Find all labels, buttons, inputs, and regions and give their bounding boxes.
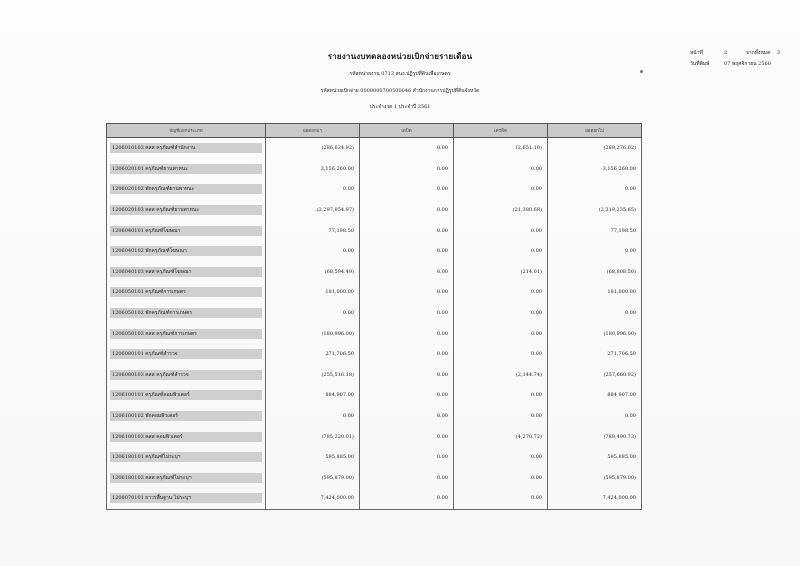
credit-value: 0.00: [530, 495, 542, 502]
carried-forward-cell: [548, 385, 642, 406]
account-cell: [107, 426, 266, 447]
account-label: [110, 390, 262, 400]
col-carried-forward: ยอดยกไป: [548, 124, 642, 138]
table-row: [107, 426, 642, 447]
carried-forward-value: 0.00: [624, 186, 636, 193]
debit-cell: [360, 406, 454, 427]
col-account: บัญชีแยกประเภท: [107, 124, 266, 138]
account-label: [110, 329, 262, 339]
debit-cell: [360, 447, 454, 468]
carried-forward-cell: [548, 138, 642, 159]
brought-forward-cell: [266, 447, 360, 468]
table-row: [107, 138, 642, 159]
account-label: [110, 143, 262, 153]
account-label: [110, 267, 262, 277]
debit-cell: [360, 241, 454, 262]
carried-forward-value: 7,424,000.00: [602, 495, 636, 502]
debit-cell: [360, 303, 454, 324]
credit-cell: [454, 303, 548, 324]
carried-forward-value: 3,156,260.00: [602, 165, 636, 172]
trial-balance-table: [106, 123, 642, 510]
total-pages: 3: [776, 50, 780, 56]
account-cell: [107, 241, 266, 262]
account-name: ครุภัณฑ์ยานพาหนะ: [145, 165, 188, 172]
brought-forward-value: 0.00: [342, 186, 354, 193]
credit-cell: [454, 365, 548, 386]
page-label: หน้าที่: [690, 50, 703, 56]
debit-cell: [360, 365, 454, 386]
brought-forward-cell: [266, 323, 360, 344]
carried-forward-value: 595,885.00: [607, 454, 636, 461]
account-cell: [107, 365, 266, 386]
account-label: [110, 432, 262, 442]
account-label: [110, 287, 262, 297]
debit-value: 0.00: [436, 351, 448, 358]
credit-value: 0.00: [530, 289, 542, 296]
debit-cell: [360, 323, 454, 344]
credit-value: 0.00: [530, 351, 542, 358]
brought-forward-value: (255,516.18): [321, 371, 354, 378]
brought-forward-value: (180,996.00): [321, 330, 354, 337]
carried-forward-cell: [548, 220, 642, 241]
debit-value: 0.00: [436, 268, 448, 275]
carried-forward-value: (595,879.00): [603, 474, 636, 481]
credit-value: 0.00: [530, 330, 542, 337]
brought-forward-cell: [266, 200, 360, 221]
account-code: 1206040101: [112, 227, 144, 234]
account-cell: [107, 303, 266, 324]
credit-value: 0.00: [530, 454, 542, 461]
table-header-row: [107, 124, 642, 138]
brought-forward-cell: [266, 406, 360, 427]
account-label: [110, 308, 262, 318]
carried-forward-value: 271,706.50: [607, 351, 636, 358]
credit-value: 0.00: [530, 474, 542, 481]
carried-forward-cell: [548, 344, 642, 365]
account-code: 1206100101: [112, 392, 144, 399]
brought-forward-cell: [266, 241, 360, 262]
brought-forward-cell: [266, 138, 360, 159]
table-row: [107, 282, 642, 303]
brought-forward-value: 0.00: [342, 310, 354, 317]
account-code: 1206040102: [112, 248, 144, 255]
account-name: พักครุภัณฑ์ยานพาหนะ: [145, 186, 195, 193]
debit-cell: [360, 282, 454, 303]
credit-value: 0.00: [530, 392, 542, 399]
carried-forward-cell: [548, 468, 642, 489]
account-label: [110, 184, 262, 194]
account-name: ถาวรพื้นฐาน ไม่ระบุฯ: [145, 495, 191, 502]
credit-cell: [454, 282, 548, 303]
debit-value: 0.00: [436, 454, 448, 461]
carried-forward-cell: [548, 159, 642, 180]
account-code: 1206010103: [112, 145, 144, 152]
credit-cell: [454, 200, 548, 221]
report-title: รายงานงบทดลองหน่วยเบิกจ่ายรายเดือน: [327, 51, 473, 61]
page-number: 2: [724, 50, 728, 56]
table-row: [107, 200, 642, 221]
carried-forward-value: (257,660.92): [603, 371, 636, 378]
account-code: 1206050103: [112, 330, 144, 337]
account-name: ครุภัณฑ์โฆษณา: [145, 227, 181, 234]
table-row: [107, 365, 642, 386]
credit-value: 0.00: [530, 248, 542, 255]
account-cell: [107, 323, 266, 344]
brought-forward-cell: [266, 282, 360, 303]
credit-value: (21,380.68): [512, 207, 542, 214]
brought-forward-value: 3,156,260.00: [320, 165, 354, 172]
debit-value: 0.00: [436, 207, 448, 214]
brought-forward-value: 595,885.00: [325, 454, 354, 461]
table-row: [107, 159, 642, 180]
debit-cell: [360, 385, 454, 406]
brought-forward-cell: [266, 385, 360, 406]
col-credit: เครดิต: [454, 124, 548, 138]
account-label: [110, 205, 262, 215]
unit-line: รหัสหน่วยเบิกจ่าย 0000000700500046 สำนักงานการปฏิรูปที่ดินจังหวัด: [320, 88, 480, 94]
account-cell: [107, 138, 266, 159]
debit-value: 0.00: [436, 310, 448, 317]
debit-cell: [360, 220, 454, 241]
brought-forward-value: 181,000.00: [325, 289, 354, 296]
account-label: [110, 452, 262, 462]
carried-forward-cell: [548, 488, 642, 509]
account-cell: [107, 179, 266, 200]
table-row: [107, 262, 642, 283]
brought-forward-value: (68,594.49): [324, 268, 354, 275]
account-cell: [107, 220, 266, 241]
debit-value: 0.00: [436, 330, 448, 337]
carried-forward-cell: [548, 447, 642, 468]
credit-cell: [454, 468, 548, 489]
account-label: [110, 164, 262, 174]
brought-forward-cell: [266, 426, 360, 447]
page-meta: [690, 48, 780, 70]
account-name: คสส ครุภัณฑ์ไม่ระบุฯ: [145, 474, 192, 481]
account-name: คสส ครุภัณฑ์การเกษตร: [145, 330, 197, 337]
carried-forward-cell: [548, 426, 642, 447]
scan-speck: [640, 70, 643, 73]
account-cell: [107, 447, 266, 468]
carried-forward-value: (2,319,235.65): [598, 207, 636, 214]
debit-value: 0.00: [436, 289, 448, 296]
account-label: [110, 493, 262, 503]
carried-forward-value: 0.00: [624, 310, 636, 317]
account-code: 1206180101: [112, 454, 144, 461]
brought-forward-value: (595,879.00): [321, 474, 354, 481]
credit-value: 0.00: [530, 413, 542, 420]
account-label: [110, 370, 262, 380]
account-code: 1206180103: [112, 474, 144, 481]
account-code: 1206020102: [112, 186, 144, 193]
table-row: [107, 406, 642, 427]
carried-forward-cell: [548, 323, 642, 344]
account-cell: [107, 385, 266, 406]
debit-cell: [360, 179, 454, 200]
debit-cell: [360, 426, 454, 447]
brought-forward-cell: [266, 488, 360, 509]
brought-forward-value: 7,424,000.00: [320, 495, 354, 502]
account-label: [110, 411, 262, 421]
debit-value: 0.00: [436, 474, 448, 481]
agency-line: รหัสหน่วยงาน 0713 สนง.ปฏิรูปที่ดินเพื่อเกษตร: [349, 71, 451, 77]
credit-value: 0.00: [530, 165, 542, 172]
brought-forward-cell: [266, 179, 360, 200]
account-name: คสส คอมพิวเตอร์: [145, 433, 183, 440]
debit-value: 0.00: [436, 392, 448, 399]
debit-cell: [360, 138, 454, 159]
account-code: 1206050101: [112, 289, 144, 296]
credit-cell: [454, 159, 548, 180]
report-header: [250, 50, 550, 111]
brought-forward-cell: [266, 303, 360, 324]
account-label: [110, 246, 262, 256]
debit-cell: [360, 200, 454, 221]
table-row: [107, 241, 642, 262]
account-code: 1206100103: [112, 433, 144, 440]
carried-forward-value: (180,996.00): [603, 330, 636, 337]
debit-value: 0.00: [436, 413, 448, 420]
credit-cell: [454, 138, 548, 159]
credit-value: (4,270.72): [515, 433, 542, 440]
account-name: พักครุภัณฑ์โฆษณา: [145, 248, 187, 255]
debit-cell: [360, 468, 454, 489]
account-cell: [107, 344, 266, 365]
credit-value: 0.00: [530, 186, 542, 193]
carried-forward-value: 0.00: [624, 413, 636, 420]
account-name: คสส ครุภัณฑ์โฆษณา: [145, 268, 192, 275]
carried-forward-cell: [548, 262, 642, 283]
account-name: คสส ครุภัณฑ์ยานพาหนะ: [145, 207, 199, 214]
debit-value: 0.00: [436, 433, 448, 440]
carried-forward-cell: [548, 365, 642, 386]
debit-value: 0.00: [436, 145, 448, 152]
carried-forward-cell: [548, 282, 642, 303]
col-debit: เดบิต: [360, 124, 454, 138]
debit-value: 0.00: [436, 165, 448, 172]
carried-forward-cell: [548, 200, 642, 221]
account-name: คสส ครุภัณฑ์สำนักงาน: [145, 145, 196, 152]
print-date: 07 พฤศจิกายน 2560: [724, 61, 771, 67]
debit-cell: [360, 159, 454, 180]
brought-forward-cell: [266, 468, 360, 489]
brought-forward-value: (286,624.92): [321, 145, 354, 152]
brought-forward-value: (2,297,854.97): [316, 207, 354, 214]
account-cell: [107, 200, 266, 221]
credit-value: (2,144.74): [515, 371, 542, 378]
table-row: [107, 179, 642, 200]
account-code: 1206020103: [112, 207, 144, 214]
account-name: ครุภัณฑ์สำรวจ: [145, 351, 178, 358]
account-code: 1206040103: [112, 268, 144, 275]
credit-cell: [454, 262, 548, 283]
table-row: [107, 344, 642, 365]
debit-value: 0.00: [436, 371, 448, 378]
account-cell: [107, 488, 266, 509]
carried-forward-cell: [548, 406, 642, 427]
carried-forward-value: (789,490.73): [603, 433, 636, 440]
carried-forward-cell: [548, 303, 642, 324]
account-code: 1206050102: [112, 310, 144, 317]
debit-value: 0.00: [436, 248, 448, 255]
carried-forward-value: 0.00: [624, 248, 636, 255]
account-name: ครุภัณฑ์คอมพิวเตอร์: [145, 392, 190, 399]
credit-cell: [454, 447, 548, 468]
credit-cell: [454, 323, 548, 344]
period-line: ประจำงวด 1 ประจำปี 2561: [369, 104, 431, 110]
brought-forward-value: 0.00: [342, 413, 354, 420]
account-code: 1206100102: [112, 413, 144, 420]
total-label: จากทั้งหมด: [746, 50, 771, 56]
brought-forward-cell: [266, 365, 360, 386]
account-label: [110, 349, 262, 359]
carried-forward-value: 181,000.00: [607, 289, 636, 296]
account-label: [110, 226, 262, 236]
credit-value: 0.00: [530, 227, 542, 234]
debit-cell: [360, 344, 454, 365]
carried-forward-value: (68,808.50): [606, 268, 636, 275]
carried-forward-value: (289,276.02): [603, 145, 636, 152]
credit-value: (214.01): [520, 268, 542, 275]
credit-cell: [454, 426, 548, 447]
account-cell: [107, 406, 266, 427]
brought-forward-cell: [266, 220, 360, 241]
table-row: [107, 303, 642, 324]
credit-cell: [454, 241, 548, 262]
carried-forward-cell: [548, 179, 642, 200]
account-cell: [107, 468, 266, 489]
credit-cell: [454, 488, 548, 509]
brought-forward-value: (785,220.01): [321, 433, 354, 440]
table-row: [107, 488, 642, 509]
credit-value: 0.00: [530, 310, 542, 317]
debit-cell: [360, 488, 454, 509]
credit-cell: [454, 385, 548, 406]
brought-forward-value: 271,706.50: [325, 351, 354, 358]
col-brought-forward: ยอดยกมา: [266, 124, 360, 138]
account-cell: [107, 282, 266, 303]
credit-value: (2,651.10): [515, 145, 542, 152]
account-code: 1208070101: [112, 495, 144, 502]
account-cell: [107, 159, 266, 180]
brought-forward-cell: [266, 262, 360, 283]
debit-value: 0.00: [436, 186, 448, 193]
table-row: [107, 447, 642, 468]
carried-forward-cell: [548, 241, 642, 262]
debit-cell: [360, 262, 454, 283]
credit-cell: [454, 179, 548, 200]
credit-cell: [454, 406, 548, 427]
account-name: ครุภัณฑ์การเกษตร: [145, 289, 186, 296]
account-code: 1206080101: [112, 351, 144, 358]
print-date-label: วันที่พิมพ์: [690, 61, 710, 67]
account-name: คสส ครุภัณฑ์สำรวจ: [145, 371, 189, 378]
account-name: ครุภัณฑ์ไม่ระบุฯ: [145, 454, 181, 461]
account-code: 1206020101: [112, 165, 144, 172]
debit-value: 0.00: [436, 495, 448, 502]
brought-forward-value: 77,198.50: [328, 227, 354, 234]
table-row: [107, 468, 642, 489]
account-name: พักคอมพิวเตอร์: [145, 413, 178, 420]
brought-forward-cell: [266, 159, 360, 180]
credit-cell: [454, 220, 548, 241]
carried-forward-value: 884,907.00: [607, 392, 636, 399]
table-row: [107, 385, 642, 406]
credit-cell: [454, 344, 548, 365]
account-code: 1206080103: [112, 371, 144, 378]
debit-value: 0.00: [436, 227, 448, 234]
table-row: [107, 220, 642, 241]
brought-forward-value: 884,907.00: [325, 392, 354, 399]
carried-forward-value: 77,198.50: [610, 227, 636, 234]
account-label: [110, 473, 262, 483]
table-row: [107, 323, 642, 344]
account-cell: [107, 262, 266, 283]
brought-forward-value: 0.00: [342, 248, 354, 255]
account-name: พักครุภัณฑ์การเกษตร: [145, 310, 193, 317]
brought-forward-cell: [266, 344, 360, 365]
